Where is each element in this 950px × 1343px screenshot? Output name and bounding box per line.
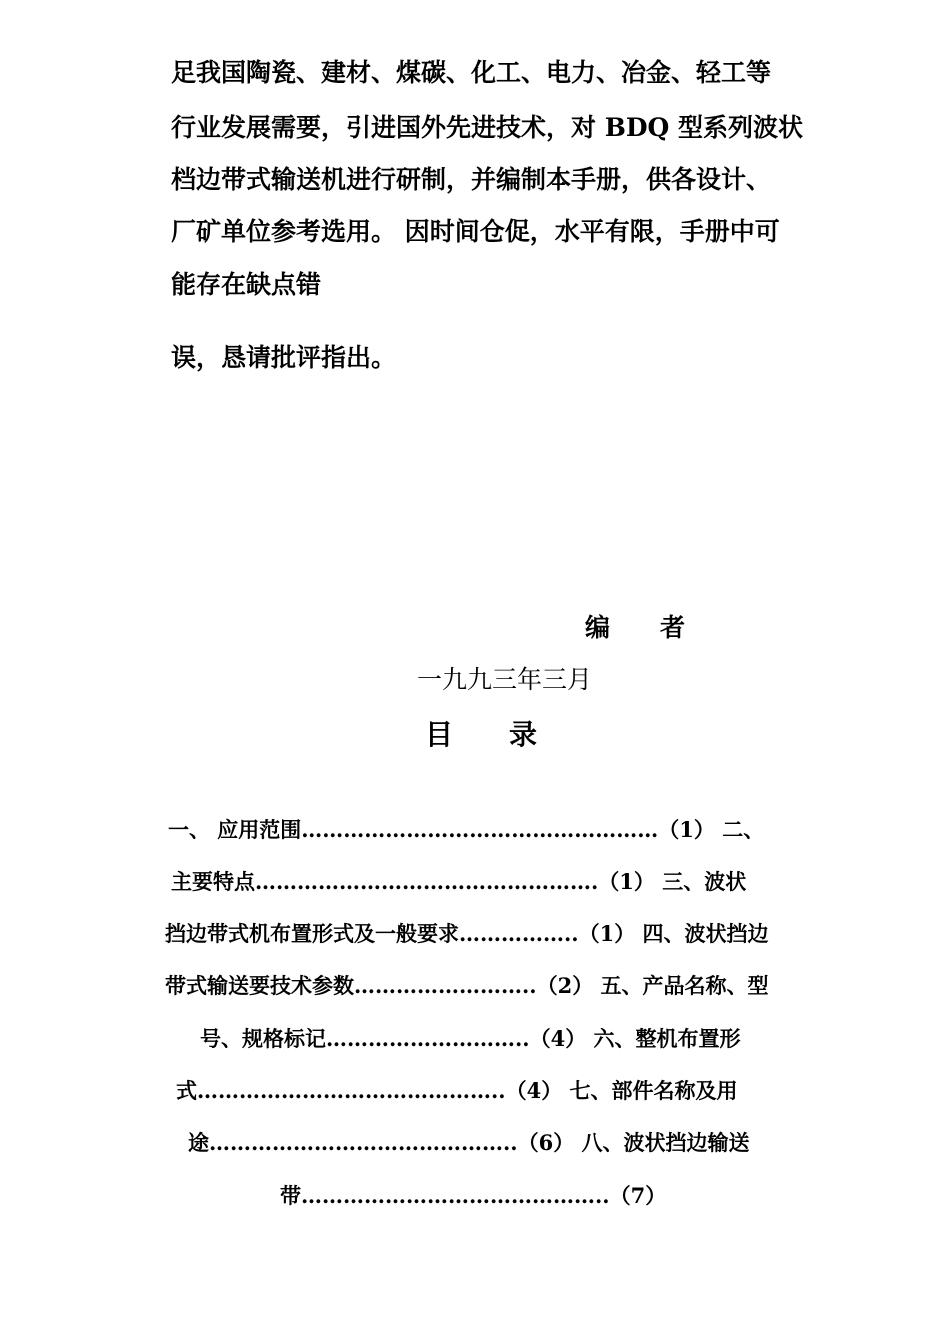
toc-title: 目 录 [425,718,538,751]
preface-line-4: 厂矿单位参考选用。 因时间仓促，水平有限，手册中可 [171,217,780,246]
preface-line-6: 误，恳请批评指出。 [171,343,397,372]
toc-line-5: 号、规格标记………………………..（4） 六、整机布置形 [200,1026,741,1051]
preface-line-3: 档边带式输送机进行研制，并编制本手册，供各设计、 [171,165,772,194]
toc-line-1: 一、 应用范围……………………………………………（1） 二、 [168,817,765,842]
preface-line-2: 行业发展需要，引进国外先进技术，对 BDQ 型系列波状 [171,113,803,142]
preface-line-5: 能存在缺点错 [171,270,322,299]
toc-line-4: 带式输送要技术参数……………………..（2） 五、产品名称、型 [165,973,769,998]
toc-line-7: 途……………………………………..（6） 八、波状挡边输送 [188,1130,750,1155]
toc-line-8: 带……………………………………..（7） [280,1183,667,1208]
signature-date: 一九九三年三月 [417,665,593,694]
toc-line-2: 主要特点………………………………………….（1） 三、波状 [171,869,747,894]
toc-line-6: 式……………………………………..（4） 七、部件名称及用 [176,1078,738,1103]
toc-line-3: 挡边带式机布置形式及一般要求……………..（1） 四、波状挡边 [165,921,769,946]
author-signature: 编 者 [585,613,686,642]
preface-line-1: 足我国陶瓷、建材、煤碳、化工、电力、冶金、轻工等 [171,58,772,87]
